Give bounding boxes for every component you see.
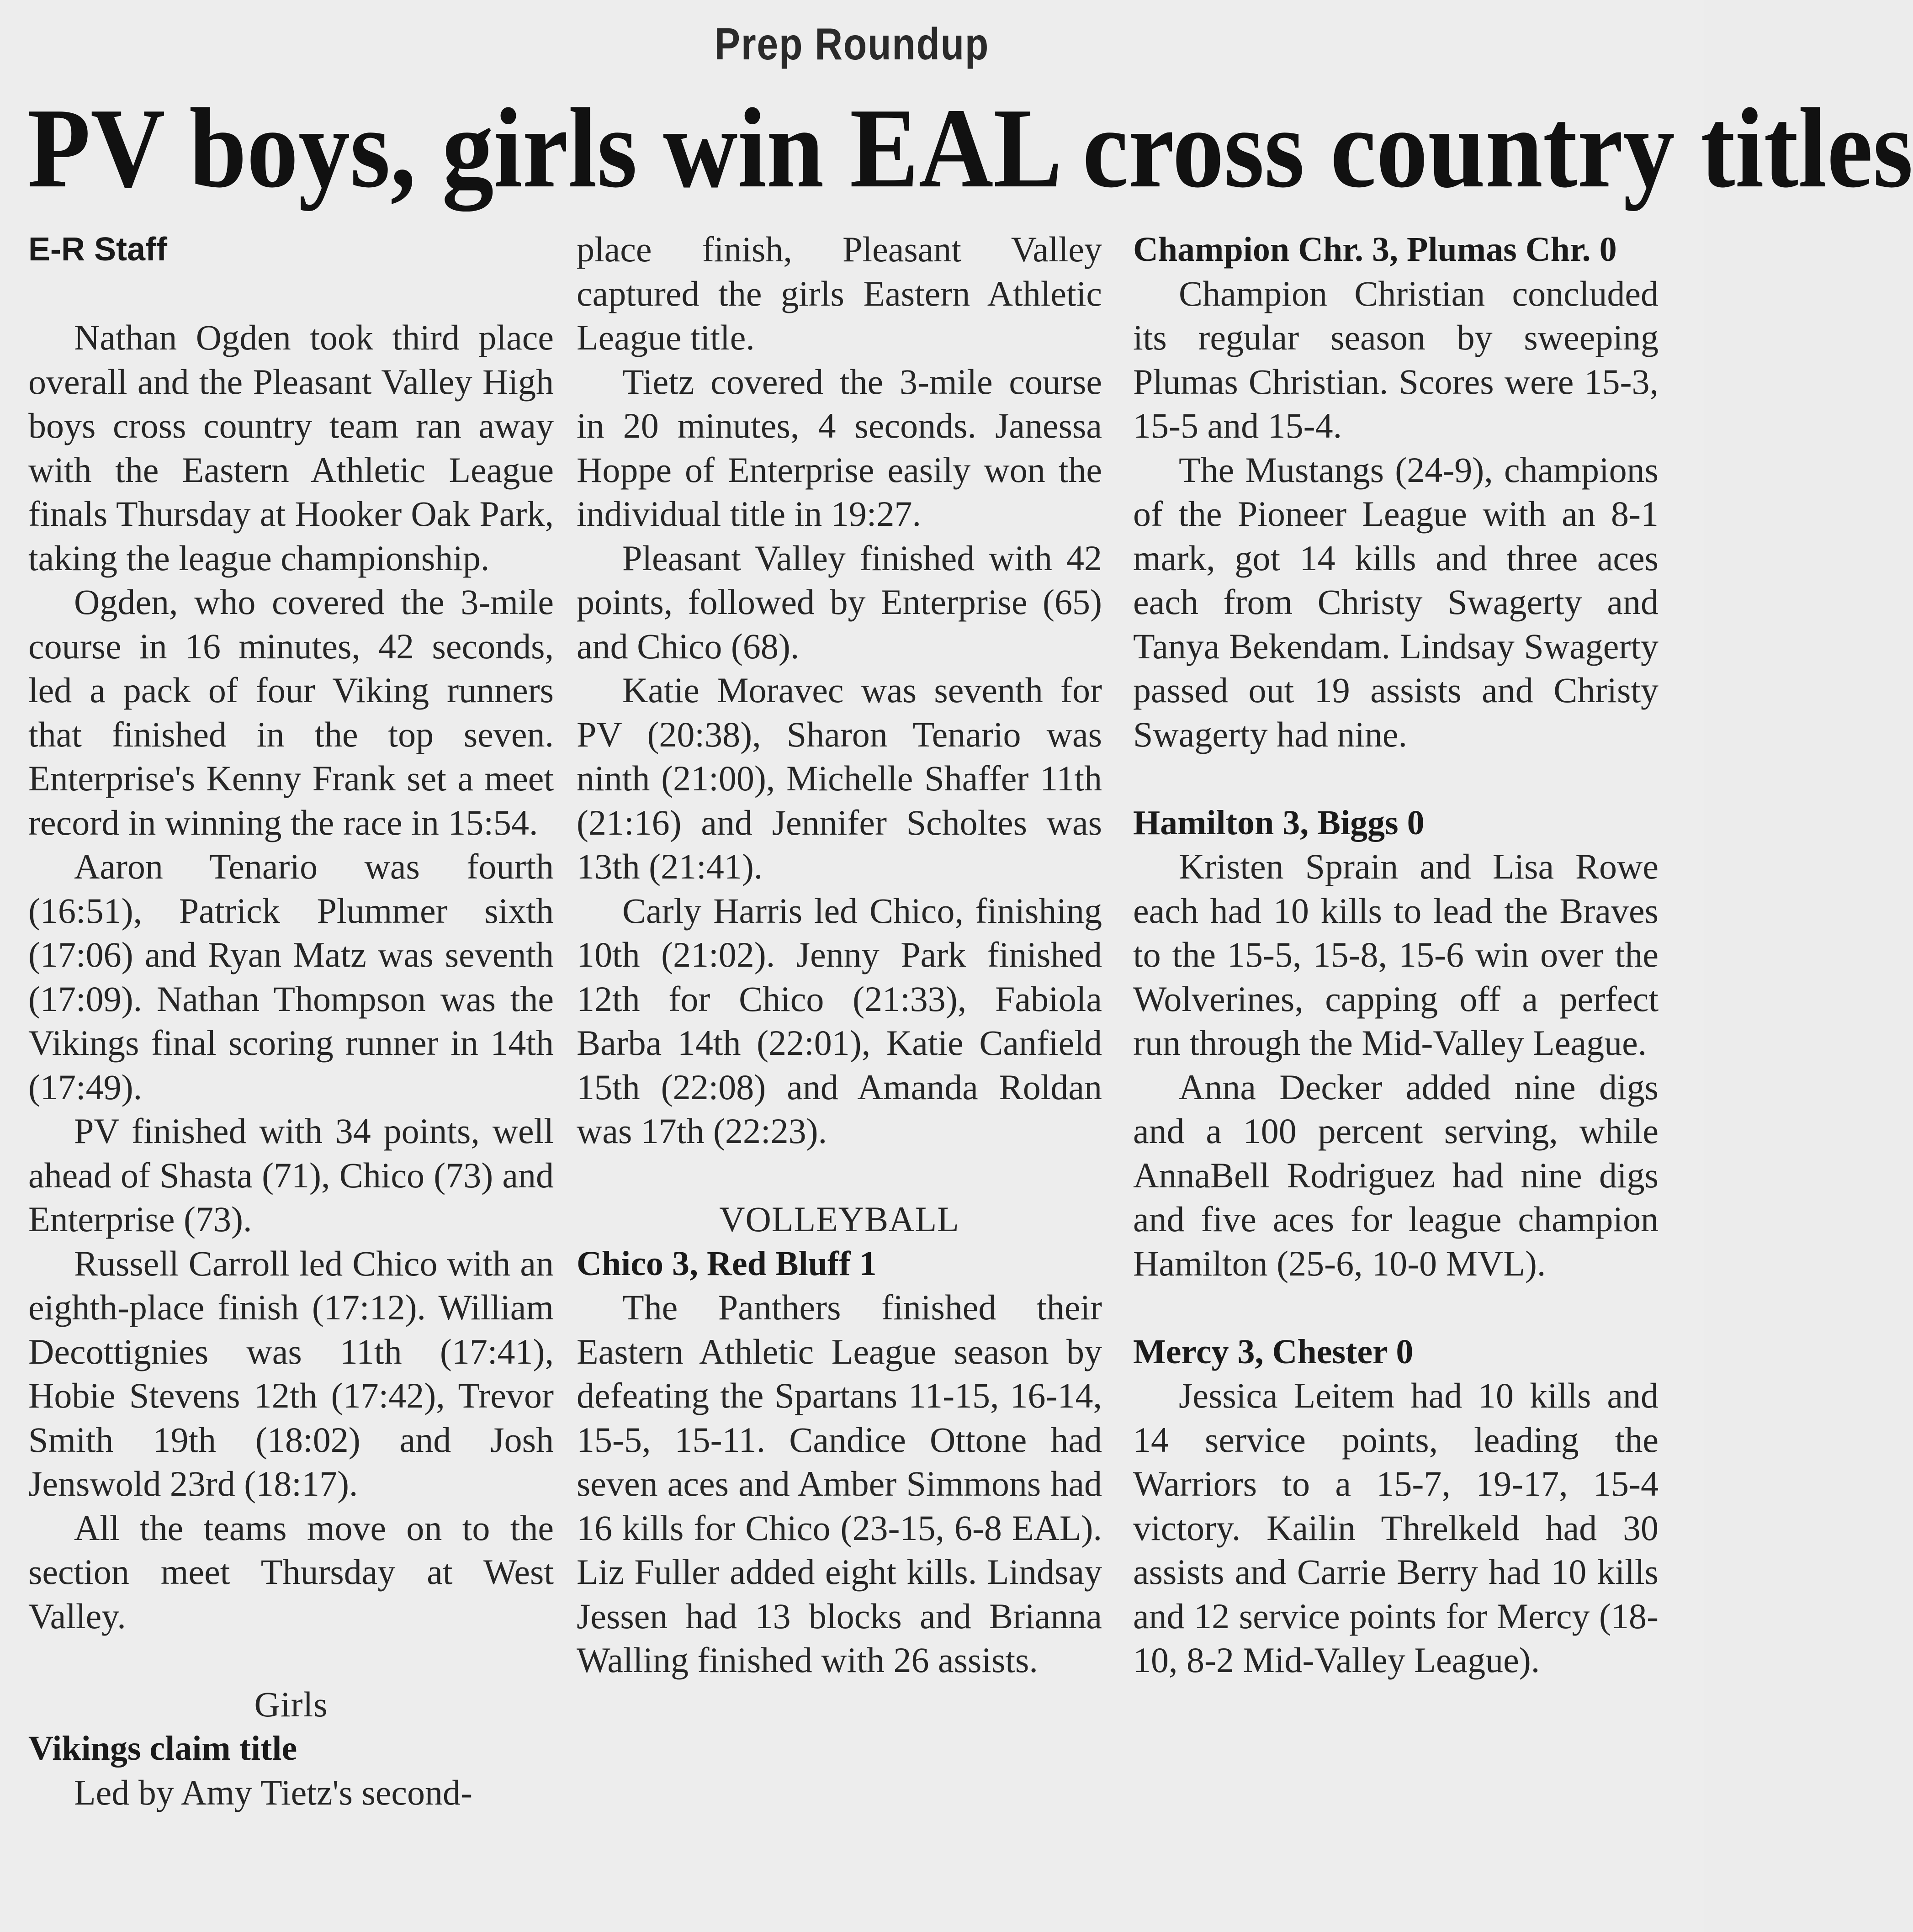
paragraph: Tietz covered the 3-mile course in 20 minutes, 4 seconds. Janessa Hoppe of Enterprise easily won the individual title in 19:27. [577, 361, 1102, 534]
paragraph: Russell Carroll led Chico with an eighth-place finish (17:12). William Decottignies was 11th (17:41), Hobie Stevens 12th (17:42), Trevor Smith 19th (18:02) and Josh Jenswold 23rd (18:17). [28, 1243, 554, 1503]
game-subhead: Champion Chr. 3, Plumas Chr. 0 [1133, 230, 1617, 269]
game-subhead: Chico 3, Red Bluff 1 [577, 1244, 877, 1283]
game-subhead: Hamilton 3, Biggs 0 [1133, 803, 1425, 842]
paragraph: All the teams move on to the section meet Thursday at West Valley. [28, 1508, 554, 1636]
paragraph: The Panthers finished their Eastern Athletic League season by defeating the Spartans 11-15, 16-14, 15-5, 15-11. Candice Ottone had seven aces and Amber Simmons had 16 kills for Chico (23-15, 6-8 EAL). Liz Fuller added eight kills. Lindsay Jessen had 13 blocks and Brianna Walling finished with 26 assists. [577, 1287, 1102, 1680]
paragraph: Ogden, who covered the 3-mile course in 16 minutes, 42 seconds, led a pack of four Viking runners that finished in the top seven. Enterprise's Kenny Frank set a meet record in winning the race in 15:54. [28, 582, 554, 842]
paragraph: Kristen Sprain and Lisa Rowe each had 10 kills to lead the Braves to the 15-5, 15-8, 15-6 win over the Wolverines, capping off a perfect run through the Mid-Valley League. [1133, 847, 1659, 1063]
girls-heading: Girls [254, 1684, 328, 1724]
spacer [1133, 1286, 1659, 1330]
girls-subhead: Vikings claim title [28, 1729, 297, 1768]
headline: PV boys, girls win EAL cross country titles [27, 85, 1913, 212]
paragraph: Led by Amy Tietz's second- [74, 1772, 473, 1812]
paragraph: Aaron Tenario was fourth (16:51), Patrick Plummer sixth (17:06) and Ryan Matz was seventh (17:09). Nathan Thompson was the Vikings final scoring runner in 14th (17:49). [28, 847, 554, 1107]
paragraph: PV finished with 34 points, well ahead of Shasta (71), Chico (73) and Enterprise (73). [28, 1111, 554, 1239]
article-column-2 [577, 228, 1102, 1683]
article-column-3 [1133, 228, 1659, 1683]
byline: E-R Staff [28, 231, 167, 268]
paragraph: Champion Christian concluded its regular season by sweeping Plumas Christian. Scores were 15-3, 15-5 and 15-4. [1133, 273, 1659, 445]
paragraph: Anna Decker added nine digs and a 100 percent serving, while AnnaBell Rodriguez had nine digs and five aces for league champion Hamilton (25-6, 10-0 MVL). [1133, 1067, 1659, 1283]
spacer [1133, 757, 1659, 801]
game-subhead: Mercy 3, Chester 0 [1133, 1332, 1414, 1371]
volleyball-heading: VOLLEYBALL [719, 1199, 959, 1239]
paragraph: Carly Harris led Chico, finishing 10th (21:02). Jenny Park finished 12th for Chico (21:33), Fabiola Barba 14th (22:01), Katie Canfield 15th (22:08) and Amanda Roldan was 17th (22:23). [577, 890, 1102, 1151]
section-kicker: Prep Roundup [714, 19, 990, 69]
article-column-1 [28, 228, 554, 1815]
paragraph: Nathan Ogden took third place overall and the Pleasant Valley High boys cross country team ran away with the Eastern Athletic League finals Thursday at Hooker Oak Park, taking the league championship. [28, 318, 554, 578]
paragraph-continuation: place finish, Pleasant Valley captured the girls Eastern Athletic League title. [577, 229, 1102, 357]
paragraph: Jessica Leitem had 10 kills and 14 service points, leading the Warriors to a 15-7, 19-17, 15-4 victory. Kailin Threlkeld had 30 assists and Carrie Berry had 10 kills and 12 service points for Mercy (18-10, 8-2 Mid-Valley League). [1133, 1376, 1659, 1680]
paragraph: Katie Moravec was seventh for PV (20:38), Sharon Tenario was ninth (21:00), Michelle Shaffer 11th (21:16) and Jennifer Scholtes was 13th (21:41). [577, 670, 1102, 886]
paragraph: The Mustangs (24-9), champions of the Pioneer League with an 8-1 mark, got 14 kills and three aces each from Christy Swagerty and Tanya Bekendam. Lindsay Swagerty passed out 19 assists and Christy Swagerty had nine. [1133, 450, 1659, 754]
paragraph: Pleasant Valley finished with 42 points, followed by Enterprise (65) and Chico (68). [577, 538, 1102, 666]
